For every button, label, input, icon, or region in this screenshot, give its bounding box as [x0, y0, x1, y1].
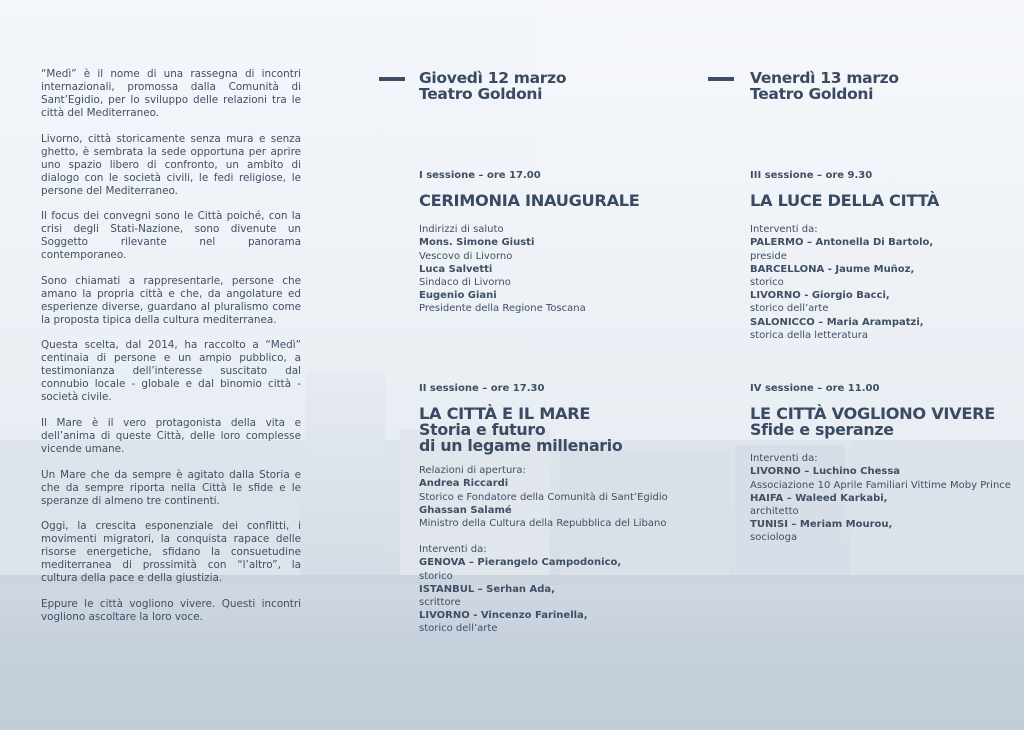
session-1 — [419, 169, 640, 316]
speaker-name: Ghassan Salamé — [419, 504, 512, 516]
speaker-name: LIVORNO - Giorgio Bacci, — [750, 290, 890, 302]
intro-paragraph: Un Mare che da sempre è agitato dalla Storia e che da sempre riporta nella Città le sfide e le speranze di almeno tre continenti. — [41, 468, 301, 507]
session-subtitle: di un legame millenario — [419, 436, 623, 456]
session-heading: LA LUCE DELLA CITTÀ — [750, 191, 940, 211]
speaker-role: storico — [750, 277, 784, 289]
day1-bar — [379, 77, 405, 81]
speaker-role: Interventi da: — [419, 544, 487, 556]
intro-paragraph: Il Mare è il vero protagonista della vita e dell’anima di queste Città, delle loro complesse vicende umane. — [41, 416, 301, 455]
session-label: II sessione – ore 17.30 — [419, 383, 545, 394]
speaker-role: storico — [419, 570, 453, 582]
intro-paragraph: Livorno, città storicamente senza mura e senza ghetto, è sembrata la sede opportuna per aprire uno spazio libero di confronto, un ambito di dialogo con le società civili, le fedi religiose, le persone del Mediterraneo. — [41, 132, 301, 197]
speaker-name: GENOVA – Pierangelo Campodonico, — [419, 557, 622, 569]
speaker-role: Relazioni di apertura: — [419, 465, 526, 477]
speaker-name: PALERMO – Antonella Di Bartolo, — [750, 237, 934, 249]
speaker-role: Ministro della Cultura della Repubblica del Libano — [419, 518, 667, 530]
session-lines — [750, 223, 939, 342]
speaker-role: Sindaco di Livorno — [419, 277, 511, 289]
intro-paragraph: Il focus dei convegni sono le Città poiché, con la crisi degli Stati-Nazione, sono divenute un Soggetto rilevante nel panorama contemporaneo. — [41, 210, 301, 262]
session-3 — [750, 169, 939, 342]
day2-venue: Teatro Goldoni — [750, 85, 874, 103]
day1-venue: Teatro Goldoni — [419, 85, 543, 103]
day2-bar — [708, 77, 734, 81]
session-lines — [419, 464, 668, 530]
session-label: IV sessione – ore 11.00 — [750, 383, 880, 394]
speaker-role: preside — [750, 250, 787, 262]
session-label: III sessione – ore 9.30 — [750, 170, 873, 181]
speaker-name: ISTANBUL – Serhan Ada, — [419, 583, 555, 595]
speaker-role: Interventi da: — [750, 224, 818, 236]
speaker-role: Presidente della Regione Toscana — [419, 303, 586, 315]
intro-paragraph: Sono chiamati a rappresentarle, persone che amano la propria città e che, da angolature ed esperienze diverse, guardano al pluralismo come la proposta tipica della cultura mediterranea. — [41, 274, 301, 326]
speaker-role: storico dell’arte — [750, 303, 829, 315]
session-subtitle: Storia e futuro — [419, 420, 546, 440]
speaker-name: LIVORNO – Luchino Chessa — [750, 466, 901, 478]
speaker-name: Eugenio Giani — [419, 290, 497, 302]
speaker-name: BARCELLONA - Jaume Muñoz, — [750, 263, 915, 275]
session-lines — [750, 452, 1011, 544]
intro-paragraph: Questa scelta, dal 2014, ha raccolto a “Medì” centinaia di persone e un ampio pubblico, a testimonianza dell’interesse suscitato dal connubio locale - globale e dal binomio città - società civile. — [41, 339, 301, 404]
speaker-role: architetto — [750, 506, 799, 518]
speaker-name: Mons. Simone Giusti — [419, 237, 535, 249]
session-lines — [419, 543, 668, 635]
speaker-role: storico dell’arte — [419, 623, 498, 635]
session-subtitle: Sfide e speranze — [750, 420, 894, 440]
session-2 — [419, 382, 668, 636]
speaker-name: SALONICCO – Maria Arampatzi, — [750, 316, 924, 328]
speaker-role: storica della letteratura — [750, 329, 868, 341]
intro-paragraph: “Medì” è il nome di una rassegna di incontri internazionali, promossa dalla Comunità di Sant’Egidio, per lo sviluppo delle relazioni tra le città del Mediterraneo. — [41, 68, 301, 119]
session-lines — [419, 223, 640, 315]
intro-paragraph: Eppure le città vogliono vivere. Questi incontri vogliono ascoltare la loro voce. — [41, 597, 301, 623]
speaker-role: Storico e Fondatore della Comunità di Sant’Egidio — [419, 491, 668, 503]
session-heading: LE CITTÀ VOGLIONO VIVERE — [750, 404, 996, 424]
speaker-role: scrittore — [419, 597, 461, 609]
speaker-role: Indirizzi di saluto — [419, 224, 504, 236]
speaker-name: HAIFA – Waleed Karkabi, — [750, 492, 888, 504]
session-heading: LA CITTÀ E IL MARE — [419, 404, 591, 424]
speaker-name: TUNISI – Meriam Mourou, — [750, 519, 893, 531]
speaker-name: Andrea Riccardi — [419, 478, 509, 490]
day2-date: Venerdì 13 marzo — [750, 69, 899, 87]
intro-text — [41, 68, 301, 636]
speaker-role: Interventi da: — [750, 453, 818, 465]
speaker-name: LIVORNO - Vincenzo Farinella, — [419, 610, 588, 622]
speaker-role: Vescovo di Livorno — [419, 250, 513, 262]
day1-date: Giovedì 12 marzo — [419, 69, 567, 87]
speaker-name: Luca Salvetti — [419, 263, 493, 275]
session-label: I sessione – ore 17.00 — [419, 170, 541, 181]
speaker-role: sociologa — [750, 532, 798, 544]
session-4 — [750, 382, 1011, 545]
intro-paragraph: Oggi, la crescita esponenziale dei conflitti, i movimenti migratori, la conquista rapace delle risorse energetiche, sfidano la consuetudine mediterranea di prossimità con “l’altro”, la cultura della pace e della giustizia. — [41, 520, 301, 585]
speaker-role: Associazione 10 Aprile Familiari Vittime Moby Prince — [750, 479, 1011, 491]
session-heading: CERIMONIA INAUGURALE — [419, 191, 640, 211]
